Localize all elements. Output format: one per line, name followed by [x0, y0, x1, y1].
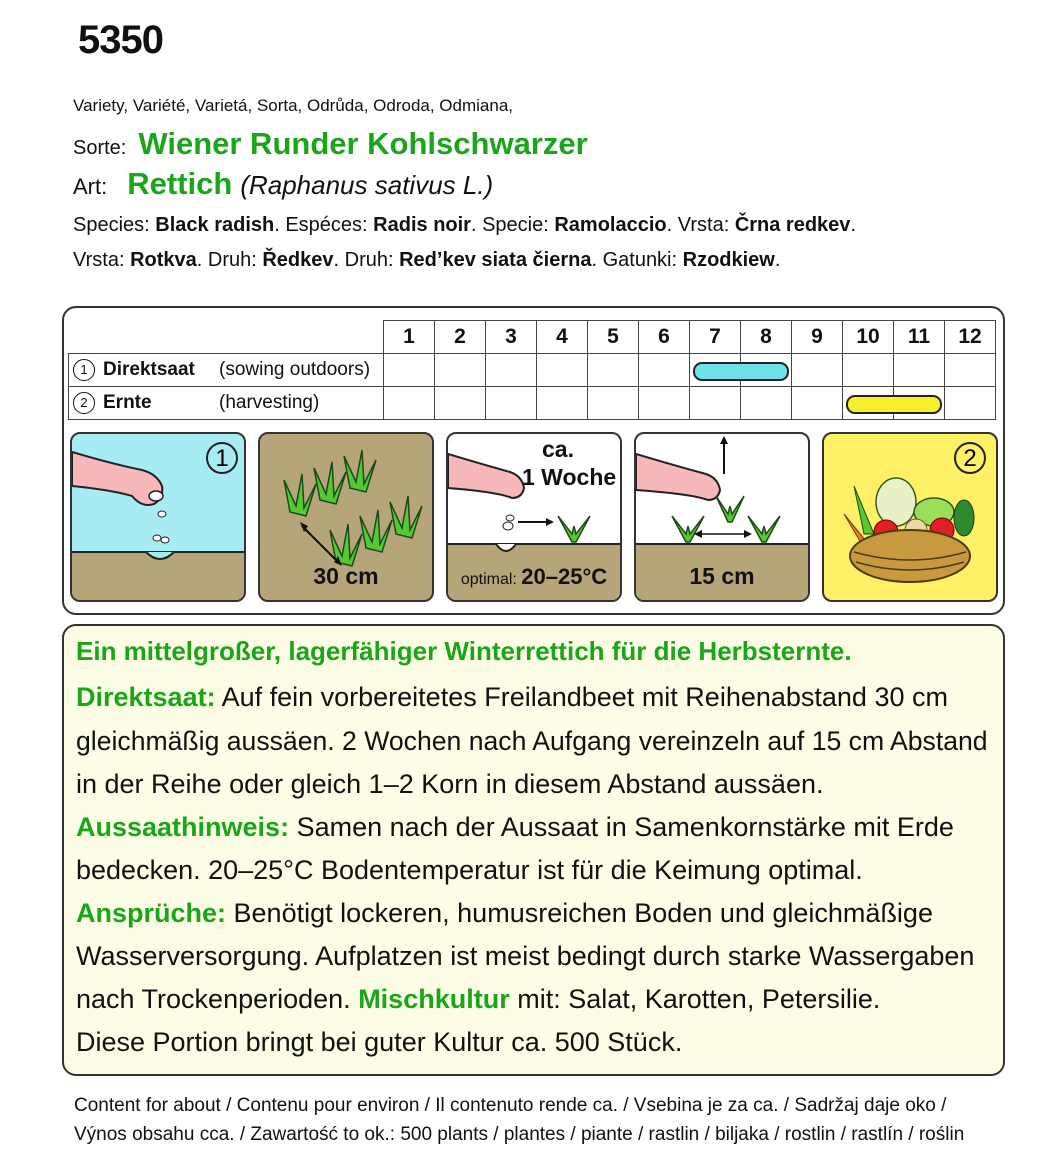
species-lang-label: Druh: — [207, 249, 263, 271]
badge-two: 2 — [963, 445, 977, 472]
plant-spacing-label: 15 cm — [689, 563, 755, 589]
species-separator: . — [196, 249, 208, 271]
variety-name: Wiener Runder Kohlschwarzer — [138, 126, 588, 161]
germination-ca: ca. — [542, 436, 574, 462]
species-lang-label: Vrsta: — [73, 249, 131, 271]
temperature-value: 20–25°C — [521, 564, 608, 589]
picture-thinning — [634, 432, 810, 602]
text-line-6 — [76, 898, 933, 929]
description-box — [62, 624, 1005, 1076]
species-separator: . — [666, 214, 678, 236]
optimal-temperature — [448, 564, 620, 590]
calendar-cell — [639, 354, 690, 387]
calendar-cell — [537, 387, 588, 420]
calendar-cell — [537, 354, 588, 387]
month-header: 5 — [588, 321, 639, 354]
picture-germination — [446, 432, 622, 602]
month-header: 3 — [486, 321, 537, 354]
species-translations-1 — [73, 214, 856, 237]
art-label: Art: — [73, 174, 108, 199]
key-aussaathinweis: Aussaathinweis: — [76, 812, 290, 842]
germination-duration: 1 Woche — [522, 464, 617, 490]
footer-line-2: Výnos obsahu cca. / Zawartość to ok.: 500 plants / plantes / piante / rastlin / biljaka / rostlin / rastlín / roślin — [74, 1124, 965, 1145]
key-direktsaat: Direktsaat: — [76, 682, 216, 712]
species-separator: . — [850, 214, 856, 236]
picture-sowing — [70, 432, 246, 602]
calendar-cell — [384, 387, 435, 420]
art-row — [73, 166, 493, 202]
sowing-calendar — [68, 320, 996, 420]
species-separator: . — [274, 214, 286, 236]
calendar-cell — [435, 387, 486, 420]
sowing-illustration — [72, 434, 244, 600]
calendar-cell — [588, 387, 639, 420]
species-lang-label: Species: — [73, 214, 156, 236]
text-line-9: Diese Portion bringt bei guter Kultur ca. 500 Stück. — [76, 1027, 683, 1057]
calendar-cell — [639, 387, 690, 420]
species-lang-name: Rzodkiew — [682, 249, 775, 271]
text-l4: Samen nach der Aussaat in Samenkornstärke mit Erde — [289, 812, 954, 842]
calendar-cell — [588, 354, 639, 387]
species-lang-name: Črna redkev — [734, 214, 851, 236]
calendar-row-label — [69, 354, 384, 387]
picture-harvest — [822, 432, 998, 602]
species-name: Rettich — [127, 166, 233, 201]
product-code: 5350 — [78, 18, 163, 62]
key-mischkultur: Mischkultur — [358, 984, 510, 1014]
text-l6: Benötigt lockeren, humusreichen Boden und gleichmäßige — [226, 898, 933, 928]
species-lang-label: Gatunki: — [602, 249, 683, 271]
species-lang-label: Druh: — [344, 249, 400, 271]
species-lang-label: Specie: — [482, 214, 555, 236]
row-note: (harvesting) — [219, 392, 320, 413]
text-line-3: in der Reihe oder gleich 1–2 Korn in diesem Abstand aussäen. — [76, 769, 824, 799]
month-header: 8 — [741, 321, 792, 354]
species-lang-label: Vrsta: — [677, 214, 735, 236]
footer-line-1: Content for about / Contenu pour environ / Il contenuto rende ca. / Vsebina je za ca. / Sadržaj daje oko / — [74, 1095, 947, 1116]
species-separator: . — [774, 249, 781, 271]
species-lang-label: Espéces: — [285, 214, 374, 236]
picture-row-spacing — [258, 432, 434, 602]
row-number: 1 — [73, 359, 95, 381]
calendar-row-label — [69, 387, 384, 420]
vegetable-basket-illustration — [824, 434, 996, 600]
calendar-cell — [384, 354, 435, 387]
key-ansprueche: Ansprüche: — [76, 898, 227, 928]
row-note: (sowing outdoors) — [219, 359, 371, 380]
text-l8b: mit: Salat, Karotten, Petersilie. — [509, 984, 881, 1014]
row-name: Direktsaat — [103, 359, 195, 380]
month-header: 9 — [792, 321, 843, 354]
month-header: 11 — [894, 321, 945, 354]
variety-translations: Variety, Variété, Varietá, Sorta, Odrůda, Odroda, Odmiana, — [73, 96, 514, 115]
text-l8: nach Trockenperioden. — [76, 984, 359, 1014]
species-lang-name: Radis noir — [373, 214, 471, 236]
badge-one: 1 — [215, 445, 229, 472]
headline: Ein mittelgroßer, lagerfähiger Winterrettich für die Herbsternte. — [76, 636, 852, 666]
text-line-2: gleichmäßig aussäen. 2 Wochen nach Aufgang vereinzeln auf 15 cm Abstand — [76, 726, 988, 756]
text-line-8 — [76, 984, 880, 1015]
calendar-cell — [486, 354, 537, 387]
species-lang-name: Rotkva — [130, 249, 197, 271]
text-line-5: bedecken. 20–25°C Bodentemperatur ist für die Keimung optimal. — [76, 855, 863, 885]
calendar-period-bar — [846, 395, 942, 414]
calendar-cell — [435, 354, 486, 387]
month-header: 6 — [639, 321, 690, 354]
calendar-cell — [792, 354, 843, 387]
text-line-7: Wasserversorgung. Aufplatzen ist meist bedingt durch starke Wassergaben — [76, 941, 975, 971]
species-separator: . — [333, 249, 345, 271]
species-lang-name: Ramolaccio — [554, 214, 667, 236]
text-line-1 — [76, 682, 948, 713]
month-header: 12 — [945, 321, 996, 354]
calendar-cell — [792, 387, 843, 420]
species-lang-name: Black radish — [155, 214, 275, 236]
calendar-cell — [894, 354, 945, 387]
text-l1: Auf fein vorbereitetes Freilandbeet mit Reihenabstand 30 cm — [215, 682, 948, 712]
calendar-cell — [690, 354, 741, 387]
calendar-row — [69, 354, 996, 387]
calendar-cell — [945, 354, 996, 387]
species-translations-2 — [73, 249, 780, 272]
text-line-4 — [76, 812, 954, 843]
species-separator: . — [470, 214, 483, 236]
calendar-row — [69, 387, 996, 420]
calendar-cell — [843, 354, 894, 387]
calendar-period-bar — [693, 362, 789, 381]
calendar-corner — [69, 321, 384, 354]
species-separator: . — [591, 249, 603, 271]
species-lang-name: Red’kev siata čierna — [399, 249, 592, 271]
month-header: 10 — [843, 321, 894, 354]
calendar-cell — [690, 387, 741, 420]
latin-name: (Raphanus sativus L.) — [240, 170, 494, 200]
month-header: 7 — [690, 321, 741, 354]
sorte-row — [73, 126, 588, 162]
species-lang-name: Ředkev — [262, 249, 334, 271]
month-header: 2 — [435, 321, 486, 354]
sorte-label: Sorte: — [73, 137, 127, 159]
optimal-prefix: optimal: — [460, 571, 522, 588]
calendar-cell — [486, 387, 537, 420]
calendar-cell — [741, 387, 792, 420]
row-number: 2 — [73, 392, 95, 414]
calendar-cell — [945, 387, 996, 420]
month-header: 1 — [384, 321, 435, 354]
calendar-cell — [843, 387, 894, 420]
row-spacing-label: 30 cm — [313, 563, 379, 589]
month-header: 4 — [537, 321, 588, 354]
row-name: Ernte — [103, 392, 152, 413]
instruction-panel — [62, 306, 1005, 615]
